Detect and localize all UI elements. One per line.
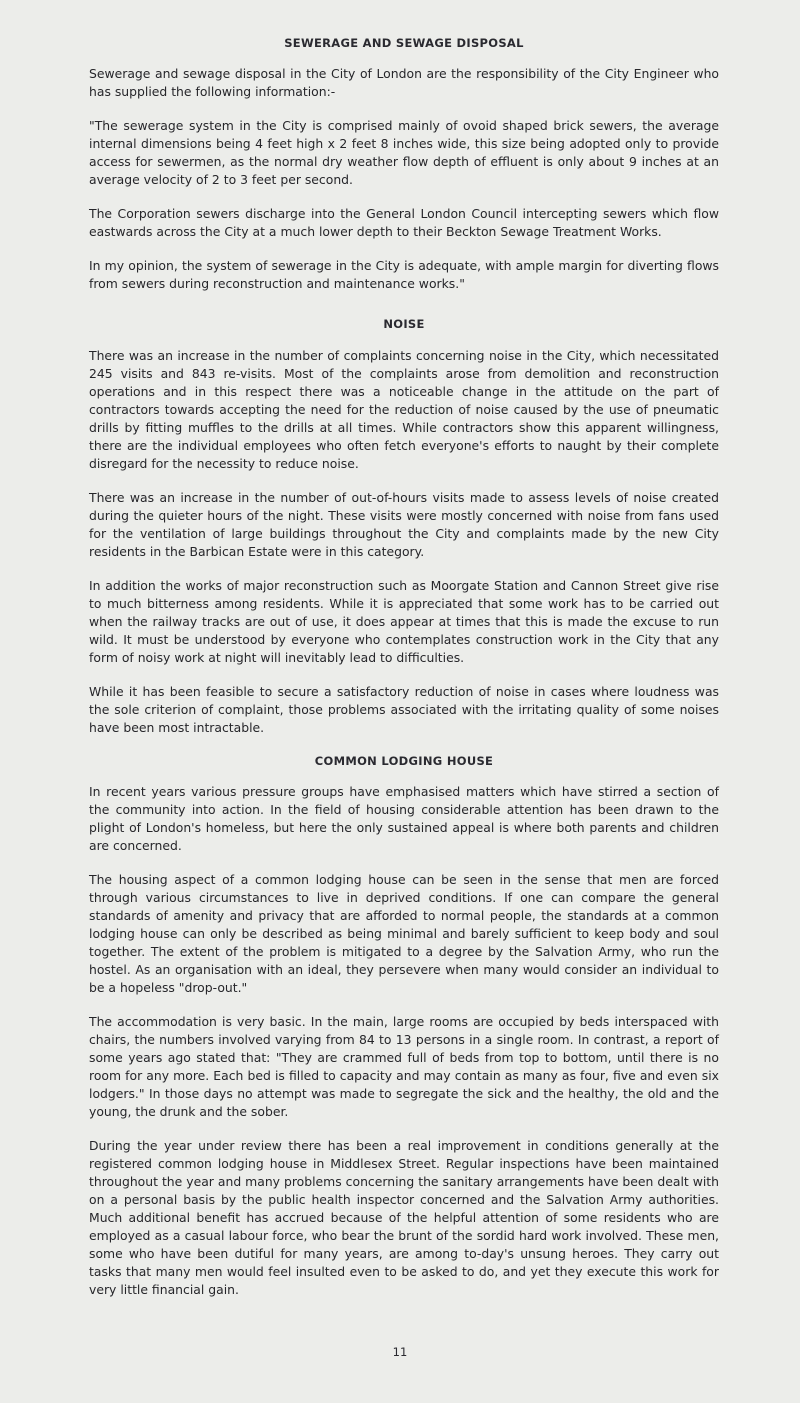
noise-paragraph-1: There was an increase in the number of complaints concerning noise in the City, which necessitated 245 visits and 843 re-visits. Most of the complaints arose from demolition and reconstruction operations and in this respect there was a noticeable change in the attitude on the part of contractors towards accepting the need for the reduction of noise caused by the use of pneumatic drills by fitting muffles to the drills at all times. While contractors show this apparent willingness, there are the individual employees who often fetch everyone's efforts to naught by their complete disregard for the necessity to reduce noise. [89,348,719,471]
noise-paragraph-3: In addition the works of major reconstruction such as Moorgate Station and Cannon Street give rise to much bitterness among residents. While it is appreciated that some work has to be carried out when the railway tracks are out of use, it does appear at times that this is made the excuse to run wild. It must be understood by everyone who contemplates construction work in the City that any form of noisy work at night will inevitably lead to difficulties. [89,578,719,665]
lodging-paragraph-2: The housing aspect of a common lodging house can be seen in the sense that men are forced through various circumstances to live in deprived conditions. If one can compare the general standards of amenity and privacy that are afforded to normal people, the standards at a common lodging house can only be described as being minimal and barely sufficient to keep body and soul together. The extent of the problem is mitigated to a degree by the Salvation Army, who run the hostel. As an organisation with an ideal, they persevere when many would consider an individual to be a hopeless "drop-out." [89,872,719,995]
section-heading-sewerage: SEWERAGE AND SEWAGE DISPOSAL [284,36,524,50]
page-number: 11 [392,1345,408,1359]
sewerage-paragraph-4: In my opinion, the system of sewerage in the City is adequate, with ample margin for diverting flows from sewers during reconstruction and maintenance works." [89,258,719,291]
lodging-paragraph-1: In recent years various pressure groups have emphasised matters which have stirred a section of the community into action. In the field of housing considerable attention has been drawn to the plight of London's homeless, but here the only sustained appeal is where both parents and children are concerned. [89,784,719,853]
noise-paragraph-2: There was an increase in the number of out-of-hours visits made to assess levels of noise created during the quieter hours of the night. These visits were mostly concerned with noise from fans used for the ventilation of large buildings throughout the City and complaints made by the new City residents in the Barbican Estate were in this category. [89,490,719,559]
sewerage-paragraph-2: "The sewerage system in the City is comprised mainly of ovoid shaped brick sewers, the average internal dimensions being 4 feet high x 2 feet 8 inches wide, this size being adopted only to provide access for sewermen, as the normal dry weather flow depth of effluent is only about 9 inches at an average velocity of 2 to 3 feet per second. [89,118,719,187]
section-heading-noise: NOISE [383,317,425,331]
lodging-paragraph-4: During the year under review there has been a real improvement in conditions generally at the registered common lodging house in Middlesex Street. Regular inspections have been maintained throughout the year and many problems concerning the sanitary arrangements have been dealt with on a personal basis by the public health inspector concerned and the Salvation Army authorities. Much additional benefit has accrued because of the helpful attention of some residents who are employed as a casual labour force, who bear the brunt of the sordid hard work involved. These men, some who have been dutiful for many years, are among to-day's unsung heroes. They carry out tasks that many men would feel insulted even to be asked to do, and yet they execute this work for very little financial gain. [89,1138,719,1297]
sewerage-paragraph-3: The Corporation sewers discharge into the General London Council intercepting sewers which flow eastwards across the City at a much lower depth to their Beckton Sewage Treatment Works. [89,206,719,239]
section-heading-lodging: COMMON LODGING HOUSE [314,754,494,768]
document-page [89,36,719,1299]
sewerage-paragraph-1: Sewerage and sewage disposal in the City of London are the responsibility of the City Engineer who has supplied the following information:- [89,66,719,99]
lodging-paragraph-3: The accommodation is very basic. In the main, large rooms are occupied by beds interspaced with chairs, the numbers involved varying from 84 to 13 persons in a single room. In contrast, a report of some years ago stated that: "They are crammed full of beds from top to bottom, until there is no room for any more. Each bed is filled to capacity and may contain as many as four, five and even six lodgers." In those days no attempt was made to segregate the sick and the healthy, the old and the young, the drunk and the sober. [89,1014,719,1119]
noise-paragraph-4: While it has been feasible to secure a satisfactory reduction of noise in cases where loudness was the sole criterion of complaint, those problems associated with the irritating quality of some noises have been most intractable. [89,684,719,735]
